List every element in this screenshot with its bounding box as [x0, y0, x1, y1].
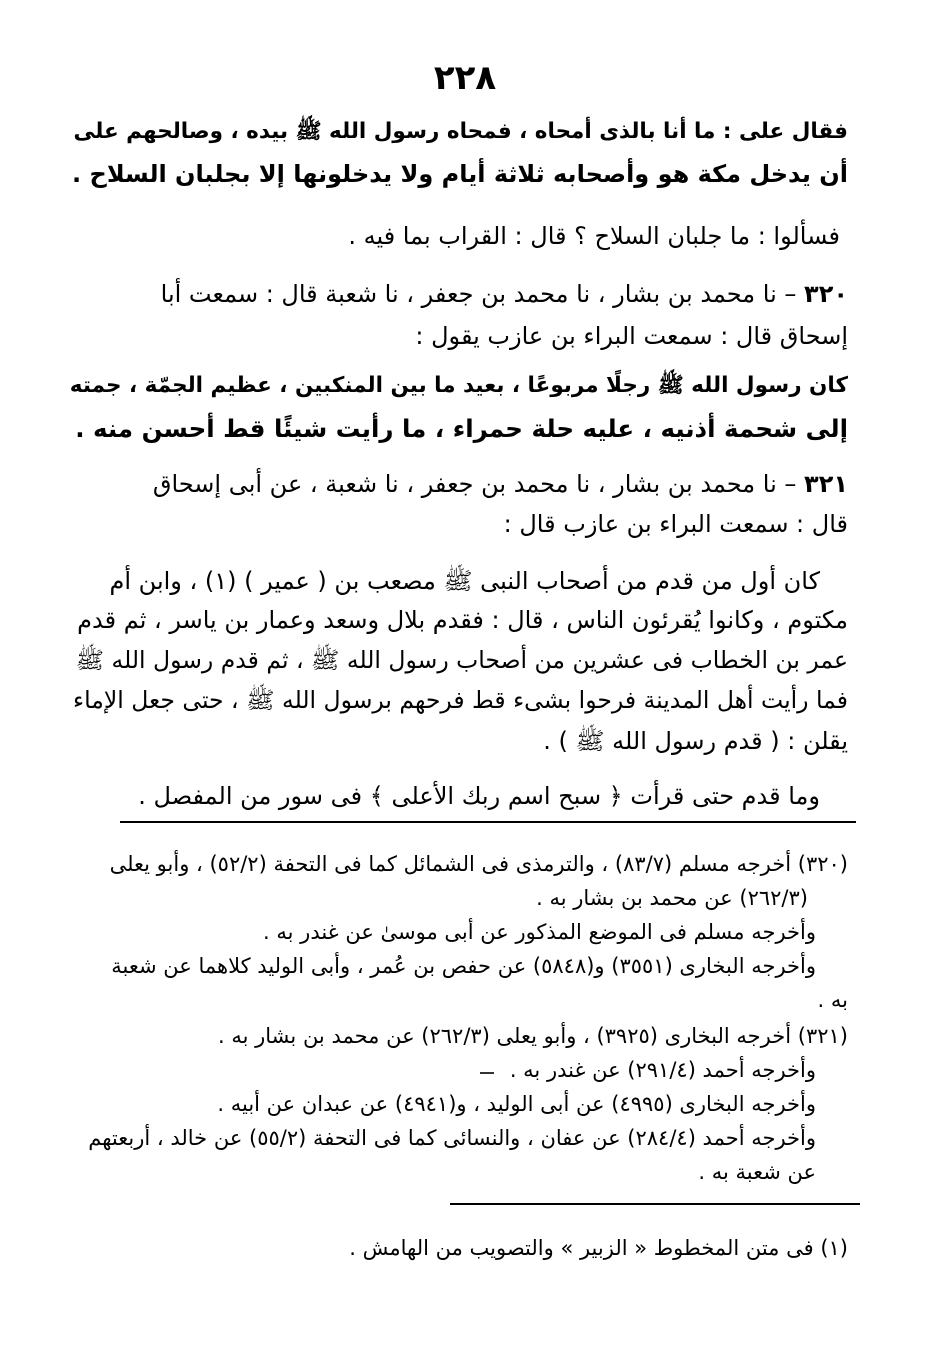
text-line: فسألوا : ما جلبان السلاح ؟ قال : القراب بما فيه . — [348, 222, 840, 250]
text-line: مكتوم ، وكانوا يُقرئون الناس ، قال : فقدم بلال وسعد وعمار بن ياسر ، ثم قدم — [77, 606, 848, 634]
manuscript-note: (١) فى متن المخطوط « الزبير » والتصويب من الهامش . — [349, 1236, 848, 1260]
footnote-line: وأخرجه أحمد (٢٨٤/٤) عن عفان ، والنسائى كما فى التحفة (٥٥/٢) عن خالد ، أربعتهم — [88, 1126, 816, 1150]
text-line: وما قدم حتى قرأت ﴿ سبح اسم ربك الأعلى ﴾ فى سور من المفصل . — [138, 782, 820, 810]
isnad-line: إسحاق قال : سمعت البراء بن عازب يقول : — [415, 322, 848, 350]
footnote-line: وأخرجه البخارى (٤٩٩٥) عن أبى الوليد ، و(٤٩٤١) عن عبدان عن أبيه . — [217, 1092, 816, 1116]
text-line: كان أول من قدم من أصحاب النبى ﷺ مصعب بن ( عمير ) (١) ، وابن أم — [109, 567, 820, 595]
footnote-line: وأخرجه البخارى (٣٥٥١) و(٥٨٤٨) عن حفص بن عُمر ، وأبى الوليد كلاهما عن شعبة — [111, 954, 816, 978]
hadith-text-line: فقال على : ما أنا بالذى أمحاه ، فمحاه رسول الله ﷺ بيده ، وصالحهم على — [73, 119, 848, 144]
footnote-line: به . — [817, 988, 848, 1012]
text-line: عمر بن الخطاب فى عشرين من أصحاب رسول الله ﷺ ، ثم قدم رسول الله ﷺ — [75, 646, 848, 674]
footnote-line: (٢٦٢/٣) عن محمد بن بشار به . — [536, 886, 808, 910]
text-line: يقلن : ( قدم رسول الله ﷺ ) . — [543, 727, 848, 755]
footnote-line: وأخرجه مسلم فى الموضع المذكور عن أبى موسىٰ عن غندر به . — [263, 920, 816, 944]
hadith-text-line: إلى شحمة أذنيه ، عليه حلة حمراء ، ما رأيت شيئًا قط أحسن منه . — [75, 414, 848, 443]
isnad-line: قال : سمعت البراء بن عازب قال : — [503, 510, 848, 538]
footnote-line: (٣٢١) أخرجه البخارى (٣٩٢٥) ، وأبو يعلى (٢٦٢/٣) عن محمد بن بشار به . — [218, 1024, 848, 1048]
note-separator — [450, 1203, 860, 1205]
hadith-text-line: كان رسول الله ﷺ رجلًا مربوعًا ، بعيد ما بين المنكبين ، عظيم الجمّة ، جمته — [69, 373, 848, 398]
isnad-text: – نا محمد بن بشار ، نا محمد بن جعفر ، نا شعبة قال : سمعت أبا — [160, 280, 797, 308]
hadith-text-line: أن يدخل مكة هو وأصحابه ثلاثة أيام ولا يدخلونها إلا بجلبان السلاح . — [72, 160, 848, 188]
hadith-number: ٣٢١ — [804, 470, 848, 498]
stray-mark — [480, 1072, 494, 1074]
footnote-line: عن شعبة به . — [698, 1160, 816, 1184]
footnote-line: وأخرجه أحمد (٢٩١/٤) عن غندر به . — [509, 1058, 816, 1082]
page-number: ٢٢٨ — [433, 58, 497, 98]
footnote-line: (٣٢٠) أخرجه مسلم (٨٣/٧) ، والترمذى فى الشمائل كما فى التحفة (٥٢/٢) ، وأبو يعلى — [109, 852, 848, 876]
hadith-number: ٣٢٠ — [804, 280, 848, 308]
footnote-separator — [120, 821, 856, 823]
isnad-line — [153, 470, 848, 498]
text-line: فما رأيت أهل المدينة فرحوا بشىء قط فرحهم برسول الله ﷺ ، حتى جعل الإماء — [73, 686, 848, 714]
isnad-text: – نا محمد بن بشار ، نا محمد بن جعفر ، نا شعبة ، عن أبى إسحاق — [152, 470, 797, 498]
isnad-line — [161, 280, 848, 308]
